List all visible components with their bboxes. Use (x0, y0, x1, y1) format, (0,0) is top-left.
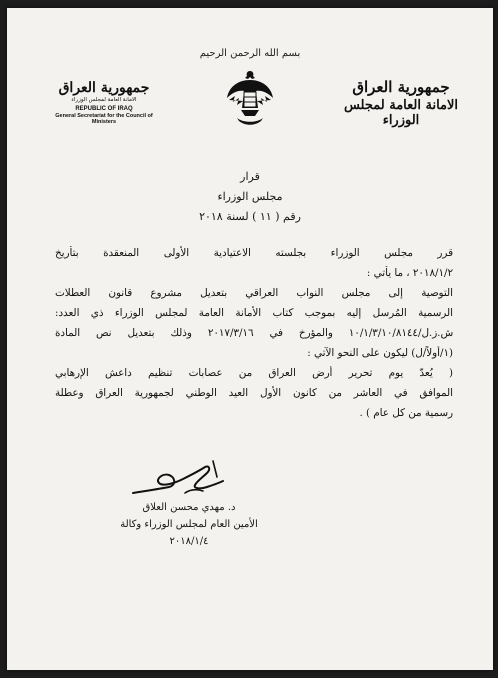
document-page (7, 8, 493, 670)
recommendation-line-1: التوصية إلى مجلس النواب العراقي بتعديل مشروع قانون العطلات (55, 287, 453, 299)
letterhead-right (331, 78, 471, 128)
quote-line-1: ( يُعدّ يوم تحرير أرض العراق من عصابات تنظيم داعش الإرهابي (55, 367, 453, 379)
quote-line-3: رسمية من كل عام ) . (359, 407, 453, 419)
letterhead-right-line2: الامانة العامة لمجلس الوزراء (343, 98, 459, 128)
quote-line-2: الموافق في العاشر من كانون الأول العيد الوطني لجمهورية العراق وعطلة (55, 387, 453, 399)
signature-date: ٢٠١٨/١/٤ (169, 536, 209, 547)
letterhead-left-ar-title: جمهورية العراق (58, 80, 150, 96)
recommendation-line-3: ش.ز.ل/١٠/١/٣/١٠/٨١٤٤ والمؤرخ في ٢٠١٧/٣/١٦ وذلك بتعديل نص المادة (55, 327, 453, 339)
intro-line-1: قرر مجلس الوزراء بجلسته الاعتيادية الأولى المنعقدة بتأريخ (55, 247, 453, 259)
signatory-name: د. مهدي محسن العلاق (142, 502, 236, 513)
recommendation-line-2: الرسمية المُرسل إليه بموجب كتاب الأمانة العامة لمجلس الوزراء ذي العدد: (55, 307, 453, 319)
letterhead-left-ar-sub: الامانة العامة لمجلس الوزراء (71, 97, 137, 103)
letterhead-left-en-title: REPUBLIC OF IRAQ (75, 106, 133, 112)
decision-title: قرار (240, 170, 260, 183)
basmala: بسم الله الرحمن الرحيم (199, 48, 301, 59)
iraq-eagle-emblem-icon (225, 68, 275, 130)
recommendation-line-4: (١/أولاً/ل) ليكون على النحو الآتي : (307, 347, 453, 359)
letterhead-left-en-sub: General Secretariat for the Council of Ministers (55, 113, 153, 125)
letterhead-right-line1: جمهورية العراق (352, 78, 450, 96)
intro-line-2: ٢٠١٨/١/٢ ، ما يأتي : (366, 267, 453, 279)
letterhead-left (49, 80, 159, 125)
signatory-title: الأمين العام لمجلس الوزراء وكالة (120, 519, 258, 530)
council-name: مجلس الوزراء (217, 190, 283, 203)
decision-number: رقم ( ١١ ) لسنة ٢٠١٨ (199, 210, 301, 223)
handwritten-signature (125, 453, 235, 509)
